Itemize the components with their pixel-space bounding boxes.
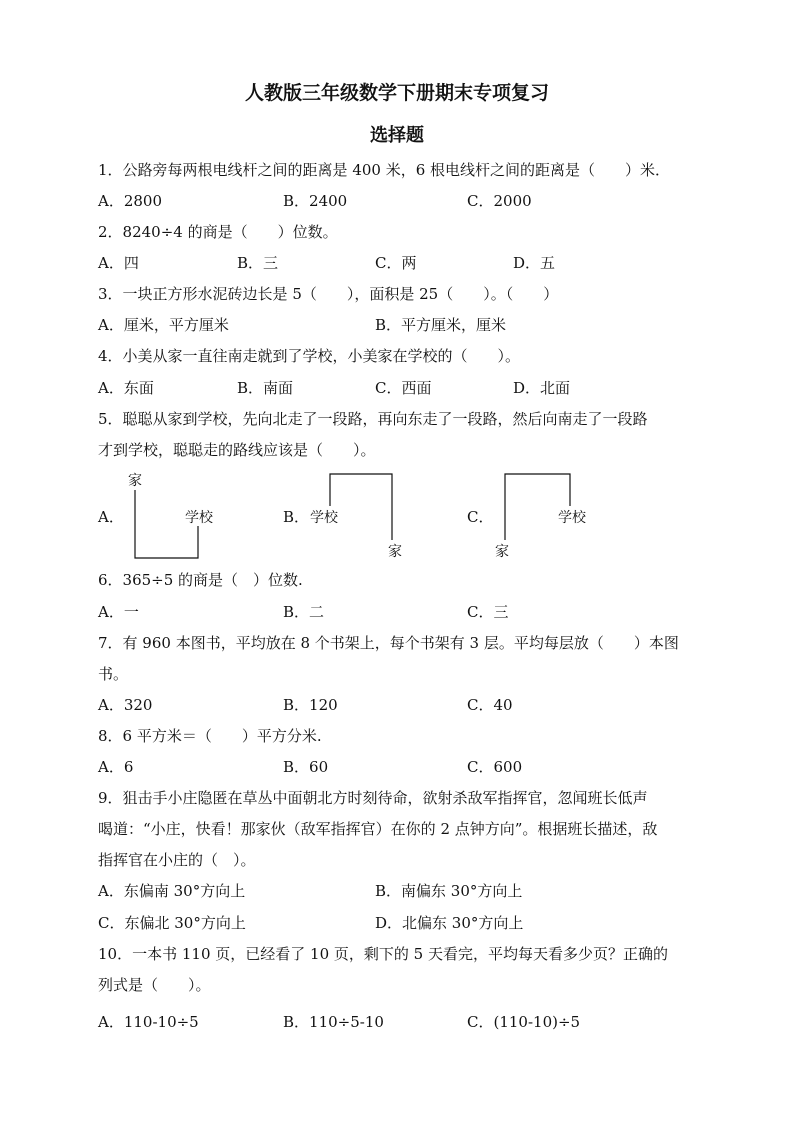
question-4-text: 4．小美从家一直往南走就到了学校，小美家在学校的（ ）。 <box>98 347 521 365</box>
question-7-text-line1: 7．有 960 本图书，平均放在 8 个书架上，每个书架有 3 层。平均每层放（ ）本图 <box>98 634 679 652</box>
question-6-text: 6．365÷5 的商是（ ）位数. <box>98 571 303 589</box>
route-diagram-b <box>310 474 402 560</box>
q6-option-c: C．三 <box>467 603 509 621</box>
diagram-c-school-label: 学校 <box>558 510 586 526</box>
diagram-b-school-label: 学校 <box>310 510 338 526</box>
q4-option-c: C．西面 <box>375 379 432 397</box>
q9-option-a: A．东偏南 30°方向上 <box>98 882 246 900</box>
q4-option-a: A．东面 <box>98 379 154 397</box>
q7-option-a: A．320 <box>98 696 153 714</box>
diagram-a-home-label: 家 <box>128 473 142 489</box>
route-diagram-a <box>128 473 214 558</box>
diagram-c-home-label: 家 <box>495 544 509 560</box>
question-5-text-line2: 才到学校，聪聪走的路线应该是（ ）。 <box>98 441 376 459</box>
route-diagram-c <box>495 474 587 560</box>
q5-option-c: C． <box>467 508 494 526</box>
q10-option-c: C．(110-10)÷5 <box>467 1013 581 1031</box>
question-2-text: 2．8240÷4 的商是（ ）位数。 <box>98 223 338 241</box>
question-9-text-line1: 9．狙击手小庄隐匿在草丛中面朝北方时刻待命，欲射杀敌军指挥官，忽闻班长低声 <box>98 789 648 807</box>
question-3-text: 3．一块正方形水泥砖边长是 5（ ），面积是 25（ ）。（ ） <box>98 285 559 303</box>
q7-option-b: B．120 <box>283 696 338 714</box>
q3-option-b: B．平方厘米，厘米 <box>375 316 507 334</box>
question-10-text-line1: 10．一本书 110 页，已经看了 10 页，剩下的 5 天看完，平均每天看多少页？正确的 <box>98 945 668 963</box>
q2-option-a: A．四 <box>98 254 139 272</box>
q5-route-diagrams <box>90 468 610 568</box>
q5-option-a: A． <box>98 508 124 526</box>
diagram-c-route-line <box>505 474 570 540</box>
q3-option-a: A．厘米，平方厘米 <box>98 316 229 334</box>
q10-option-b: B．110÷5-10 <box>283 1013 384 1031</box>
page-title: 人教版三年级数学下册期末专项复习 <box>244 82 549 104</box>
q2-option-b: B．三 <box>237 254 279 272</box>
q1-option-a: A．2800 <box>98 192 163 210</box>
question-9-text-line2: 喝道：“小庄，快看！那家伙（敌军指挥官）在你的 2 点钟方向”。根据班长描述，敌 <box>98 820 658 838</box>
question-9-text-line3: 指挥官在小庄的（ ）。 <box>98 851 256 869</box>
q9-option-b: B．南偏东 30°方向上 <box>375 882 523 900</box>
question-1-text: 1．公路旁每两根电线杆之间的距离是 400 米，6 根电线杆之间的距离是（ ）米． <box>98 161 671 179</box>
q1-option-b: B．2400 <box>283 192 348 210</box>
q2-option-c: C．两 <box>375 254 417 272</box>
q10-option-a: A．110-10÷5 <box>98 1013 199 1031</box>
section-title: 选择题 <box>370 125 424 146</box>
question-10-text-line2: 列式是（ ）。 <box>98 976 211 994</box>
q6-option-b: B．二 <box>283 603 325 621</box>
diagram-b-route-line <box>330 474 392 540</box>
diagram-a-school-label: 学校 <box>185 510 213 526</box>
q5-option-b: B． <box>283 508 310 526</box>
q4-option-b: B．南面 <box>237 379 294 397</box>
q8-option-a: A．6 <box>98 758 134 776</box>
q8-option-b: B．60 <box>283 758 329 776</box>
question-7-text-line2: 书。 <box>98 665 129 683</box>
q8-option-c: C．600 <box>467 758 523 776</box>
q4-option-d: D．北面 <box>513 379 571 397</box>
diagram-b-home-label: 家 <box>388 544 402 560</box>
question-8-text: 8．6 平方米＝（ ）平方分米. <box>98 727 322 745</box>
q6-option-a: A．一 <box>98 603 139 621</box>
q2-option-d: D．五 <box>513 254 556 272</box>
q9-option-d: D．北偏东 30°方向上 <box>375 914 524 932</box>
question-5-text-line1: 5．聪聪从家到学校，先向北走了一段路，再向东走了一段路，然后向南走了一段路 <box>98 410 648 428</box>
q1-option-c: C．2000 <box>467 192 532 210</box>
q7-option-c: C．40 <box>467 696 513 714</box>
q9-option-c: C．东偏北 30°方向上 <box>98 914 246 932</box>
